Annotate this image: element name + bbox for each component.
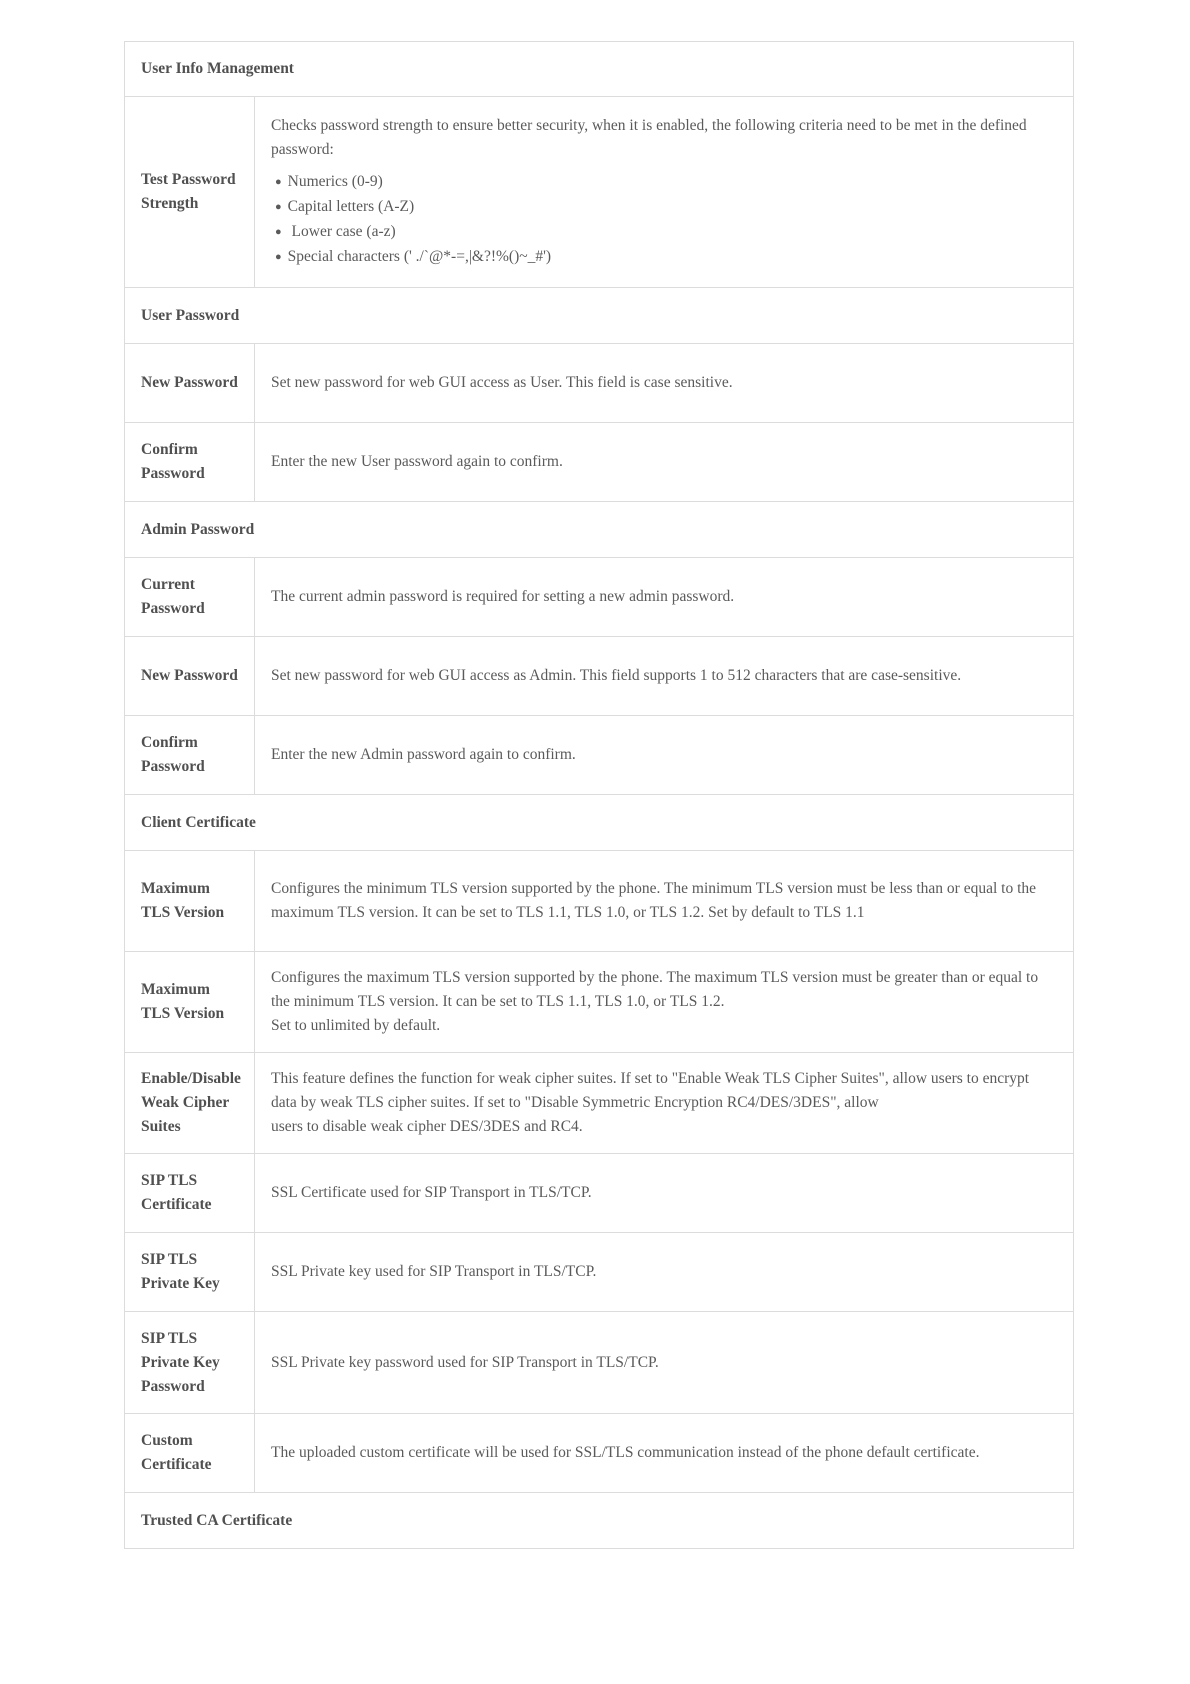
table-row	[125, 423, 1074, 502]
section-row	[125, 1493, 1074, 1549]
field-description: Set new password for web GUI access as Admin. This field supports 1 to 512 characters that are case-sensitive.	[255, 637, 1074, 716]
field-description	[255, 1053, 1074, 1154]
field-label: Confirm Password	[125, 716, 255, 795]
table-row	[125, 952, 1074, 1053]
list-item: ● Lower case (a-z)	[275, 220, 1057, 245]
field-description	[255, 952, 1074, 1053]
field-label: Confirm Password	[125, 423, 255, 502]
table-row	[125, 851, 1074, 952]
section-heading: User Password	[125, 288, 1074, 344]
field-label: Maximum TLS Version	[125, 851, 255, 952]
section-heading: User Info Management	[125, 42, 1074, 97]
field-description: Enter the new User password again to confirm.	[255, 423, 1074, 502]
section-row	[125, 502, 1074, 558]
table-row	[125, 1414, 1074, 1493]
table-row	[125, 1154, 1074, 1233]
section-row	[125, 795, 1074, 851]
field-label: Maximum TLS Version	[125, 952, 255, 1053]
field-description: Set new password for web GUI access as User. This field is case sensitive.	[255, 344, 1074, 423]
field-label: SIP TLS Private Key Password	[125, 1312, 255, 1414]
section-heading: Client Certificate	[125, 795, 1074, 851]
field-description: The uploaded custom certificate will be used for SSL/TLS communication instead of the phone default certificate.	[255, 1414, 1074, 1493]
field-label: SIP TLS Private Key	[125, 1233, 255, 1312]
field-label: New Password	[125, 344, 255, 423]
description-text: users to disable weak cipher DES/3DES and RC4.	[271, 1118, 583, 1135]
list-item: ● Capital letters (A-Z)	[275, 195, 1057, 220]
table-row	[125, 1312, 1074, 1414]
field-label: Test Password Strength	[125, 97, 255, 288]
table-row	[125, 97, 1074, 288]
field-label: Custom Certificate	[125, 1414, 255, 1493]
list-item: ● Special characters (' ./`@*-=,|&?!%()~_#')	[275, 245, 1057, 270]
field-label: Enable/Disable Weak Cipher Suites	[125, 1053, 255, 1154]
field-description: The current admin password is required for setting a new admin password.	[255, 558, 1074, 637]
field-description: SSL Private key used for SIP Transport in TLS/TCP.	[255, 1233, 1074, 1312]
section-heading: Trusted CA Certificate	[125, 1493, 1074, 1549]
description-text: Set to unlimited by default.	[271, 1017, 441, 1034]
list-item: ● Numerics (0-9)	[275, 170, 1057, 195]
field-description: SSL Private key password used for SIP Transport in TLS/TCP.	[255, 1312, 1074, 1414]
table-row	[125, 716, 1074, 795]
section-row	[125, 42, 1074, 97]
field-description	[255, 97, 1074, 288]
field-description: Enter the new Admin password again to confirm.	[255, 716, 1074, 795]
criteria-list	[271, 170, 1057, 270]
field-description: SSL Certificate used for SIP Transport in TLS/TCP.	[255, 1154, 1074, 1233]
field-label: New Password	[125, 637, 255, 716]
table-row	[125, 558, 1074, 637]
settings-table	[124, 41, 1074, 1549]
field-description	[255, 851, 1074, 952]
table-row	[125, 637, 1074, 716]
description-text: Checks password strength to ensure better security, when it is enabled, the following criteria need to be met in the defined password:	[271, 117, 1027, 158]
table-row	[125, 1053, 1074, 1154]
field-label: Current Password	[125, 558, 255, 637]
description-text: This feature defines the function for weak cipher suites. If set to "Enable Weak TLS Cipher Suites", allow users to encrypt data by weak TLS cipher suites. If set to "Disable Symmetric Encryption RC4/DES/3DES", allow	[271, 1070, 1030, 1111]
table-row	[125, 1233, 1074, 1312]
description-text: Configures the minimum TLS version supported by the phone. The minimum TLS version must be less than or equal to the maximum TLS version. It can be set to TLS 1.1, TLS 1.0, or TLS 1.2. Set by default to TLS 1.1	[271, 880, 1037, 921]
section-heading: Admin Password	[125, 502, 1074, 558]
field-label: SIP TLS Certificate	[125, 1154, 255, 1233]
section-row	[125, 288, 1074, 344]
table-row	[125, 344, 1074, 423]
description-text: Configures the maximum TLS version supported by the phone. The maximum TLS version must be greater than or equal to the minimum TLS version. It can be set to TLS 1.1, TLS 1.0, or TLS 1.2.	[271, 969, 1039, 1010]
